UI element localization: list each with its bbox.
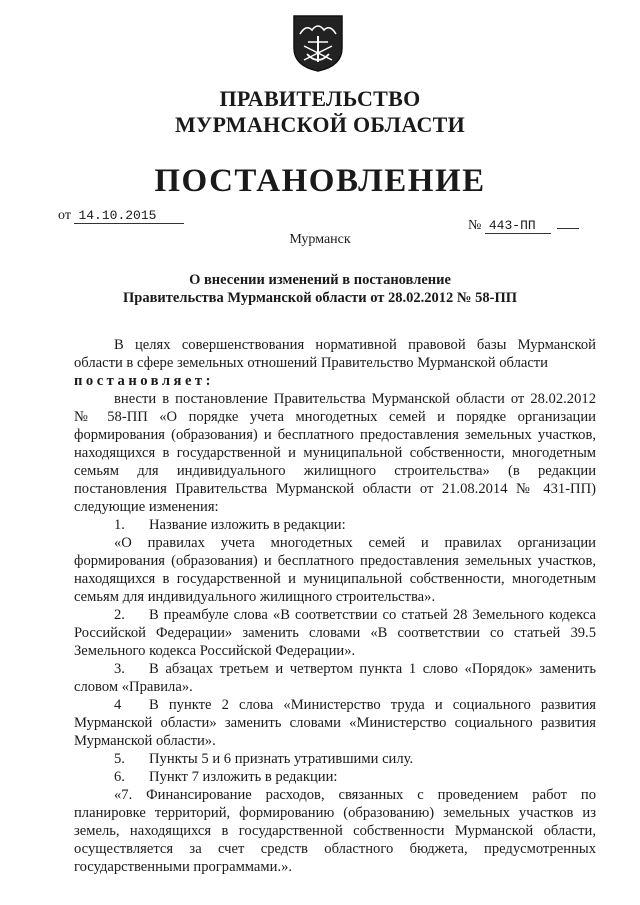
intro-line-1: В целях совершенствования нормативной правовой базы Мурманской <box>114 337 596 353</box>
murmansk-coat-of-arms-icon <box>292 14 344 72</box>
date-value: 14.10.2015 <box>74 208 184 224</box>
paragraph-1-rest: № 58-ПП «О порядке учета многодетных семей и порядке организации формирования (образования) и бесплатного предоставления земельных участков, находящихся в государственной и муниципальной собственности, многодетным семьям для индивидуального жилищного строительства» (в редакции постановления Правительства Мурманской области от 21.08.2014 № 431-ПП) следующие изменения: <box>74 409 596 515</box>
list-item: 5. Пункты 5 и 6 признать утратившими силу. <box>114 751 414 767</box>
list-item: «О правилах учета многодетных семей и правилах организации формирования (образования) и бесплатного предоставления земельных участков, находящихся в государственной и муниципальной собственности, многодетным семьям для индивидуального жилищного строительства». <box>74 535 596 605</box>
list-item: 1. Название изложить в редакции: <box>114 517 346 533</box>
city: Мурманск <box>289 232 351 247</box>
number-value: 443-ПП <box>485 218 551 234</box>
intro-line-2: области в сфере земельных отношений Правительство Мурманской области <box>74 355 548 371</box>
government-title-line-2: МУРМАНСКОЙ ОБЛАСТИ <box>174 112 466 137</box>
document-body <box>74 336 596 876</box>
subject <box>0 271 640 307</box>
list-item: 2. В преамбуле слова «В соответствии со статьей 28 Земельного кодекса Российской Федерации» заменить словами «В соответствии со статьей 39.5 Земельного кодекса Российской Федерации». <box>74 607 596 659</box>
list-item: 4 В пункте 2 слова «Министерство труда и социального развития Мурманской области» заменить словами «Министерство социального развития Мурманской области». <box>74 697 596 749</box>
subject-line-2: Правительства Мурманской области от 28.02.2012 № 58-ПП <box>122 290 518 306</box>
document-type: ПОСТАНОВЛЕНИЕ <box>154 163 486 199</box>
number-prefix: № <box>468 218 482 233</box>
paragraph-1-start: внести в постановление Правительства Мурманской области от 28.02.2012 <box>114 391 596 407</box>
subject-line-1: О внесении изменений в постановление <box>189 272 451 288</box>
decree-word: постановляет: <box>74 373 214 389</box>
government-title-line-1: ПРАВИТЕЛЬСТВО <box>219 86 421 111</box>
list-item: 3. В абзацах третьем и четвертом пункта 1 слово «Порядок» заменить словом «Правила». <box>74 661 596 695</box>
list-item: 6. Пункт 7 изложить в редакции: <box>114 769 338 785</box>
list-item: «7. Финансирование расходов, связанных с проведением работ по планировке территорий, формированию (образованию) земельных участков из земель, находящихся в государственной собственности Мурманской области, осуществляется за счет средств областного бюджета, предусмотренных государственными программами.». <box>74 787 596 875</box>
number-underline <box>557 228 579 229</box>
date-field <box>58 208 184 224</box>
date-prefix: от <box>58 208 71 223</box>
